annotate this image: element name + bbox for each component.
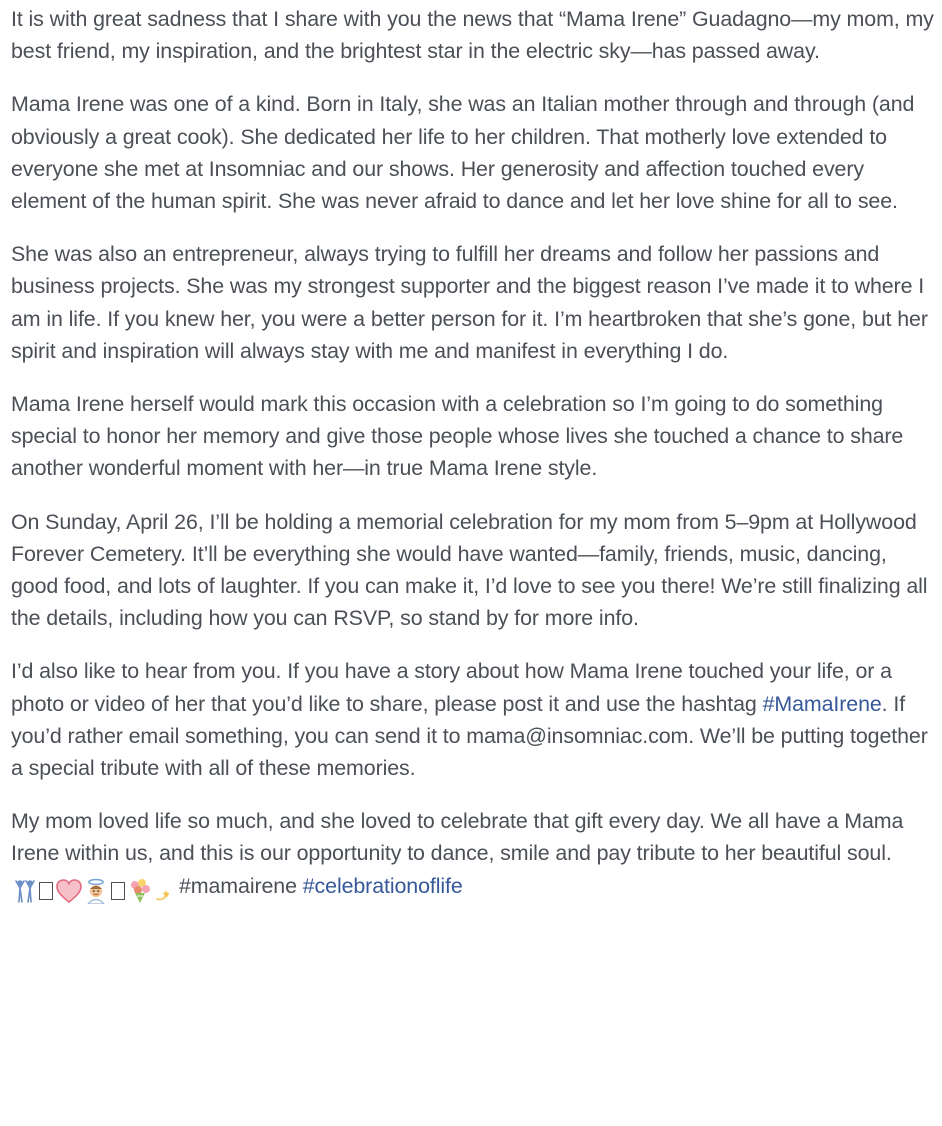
angel-icon (83, 878, 109, 904)
paragraph-3: She was also an entrepreneur, always trying to fulfill her dreams and follow her passions and business projects. She was my strongest supporter and the biggest reason I’ve made it to where I am in life. If you knew her, you were a better person for it. I’m heartbroken that she’s gone, but her spirit and inspiration will always stay with me and manifest in everything I do. (11, 242, 928, 363)
paragraph-1: It is with great sadness that I share with you the news that “Mama Irene” Guadagno—my mom, my best friend, my inspiration, and the brightest star in the electric sky—has passed away. (11, 7, 934, 64)
post-body (11, 3, 935, 902)
emoji-row (13, 874, 179, 900)
paragraph-7-text: My mom loved life so much, and she loved to celebrate that gift every day. We all have a Mama Irene within us, and this is our opportunity to dance, smile and pay tribute to her beautiful soul. (11, 809, 904, 866)
bouquet-icon (127, 878, 153, 904)
paragraph-5: On Sunday, April 26, I’ll be holding a memorial celebration for my mom from 5–9pm at Hollywood Forever Cemetery. It’ll be everything she would have wanted—family, friends, music, dancing, good food, and lots of laughter. If you can make it, I’d love to see you there! We’re still finalizing all the details, including how you can RSVP, so stand by for more info. (11, 509, 928, 631)
paragraph-6-text-start: I’d also like to hear from you. If you have a story about how Mama Irene touched your life, or a photo or video of her that you’d like to share, please post it and use the hashtag (11, 659, 892, 716)
dizzy-icon (153, 881, 173, 901)
missing-glyph-icon (39, 882, 53, 900)
paragraph-6 (11, 655, 935, 784)
paragraph-6-text-end: . If you’d rather email something, you can send it to mama@insomniac.com. We’ll be putting together a special tribute with all of these memories. (11, 691, 928, 781)
paragraph-4: Mama Irene herself would mark this occasion with a celebration so I’m going to do something special to honor her memory and give those people whose lives she touched a chance to share another wonderful moment with her—in true Mama Irene style. (11, 392, 904, 481)
dancers-icon (13, 879, 37, 903)
hashtag-celebrationoflife-link[interactable]: #celebrationoflife (302, 873, 463, 898)
paragraph-2: Mama Irene was one of a kind. Born in Italy, she was an Italian mother through and through (and obviously a great cook). She dedicated her life to her children. That motherly love extended to everyone she met at Insomniac and our shows. Her generosity and affection touched every element of the human spirit. She was never afraid to dance and let her love shine for all to see. (11, 92, 915, 214)
paragraph-7 (11, 805, 935, 902)
hashtag-mamairene-text: #mamairene (179, 873, 297, 898)
missing-glyph-icon (111, 882, 125, 900)
heart-icon (55, 878, 83, 904)
hashtag-mamairene-link[interactable]: #MamaIrene (762, 691, 882, 716)
